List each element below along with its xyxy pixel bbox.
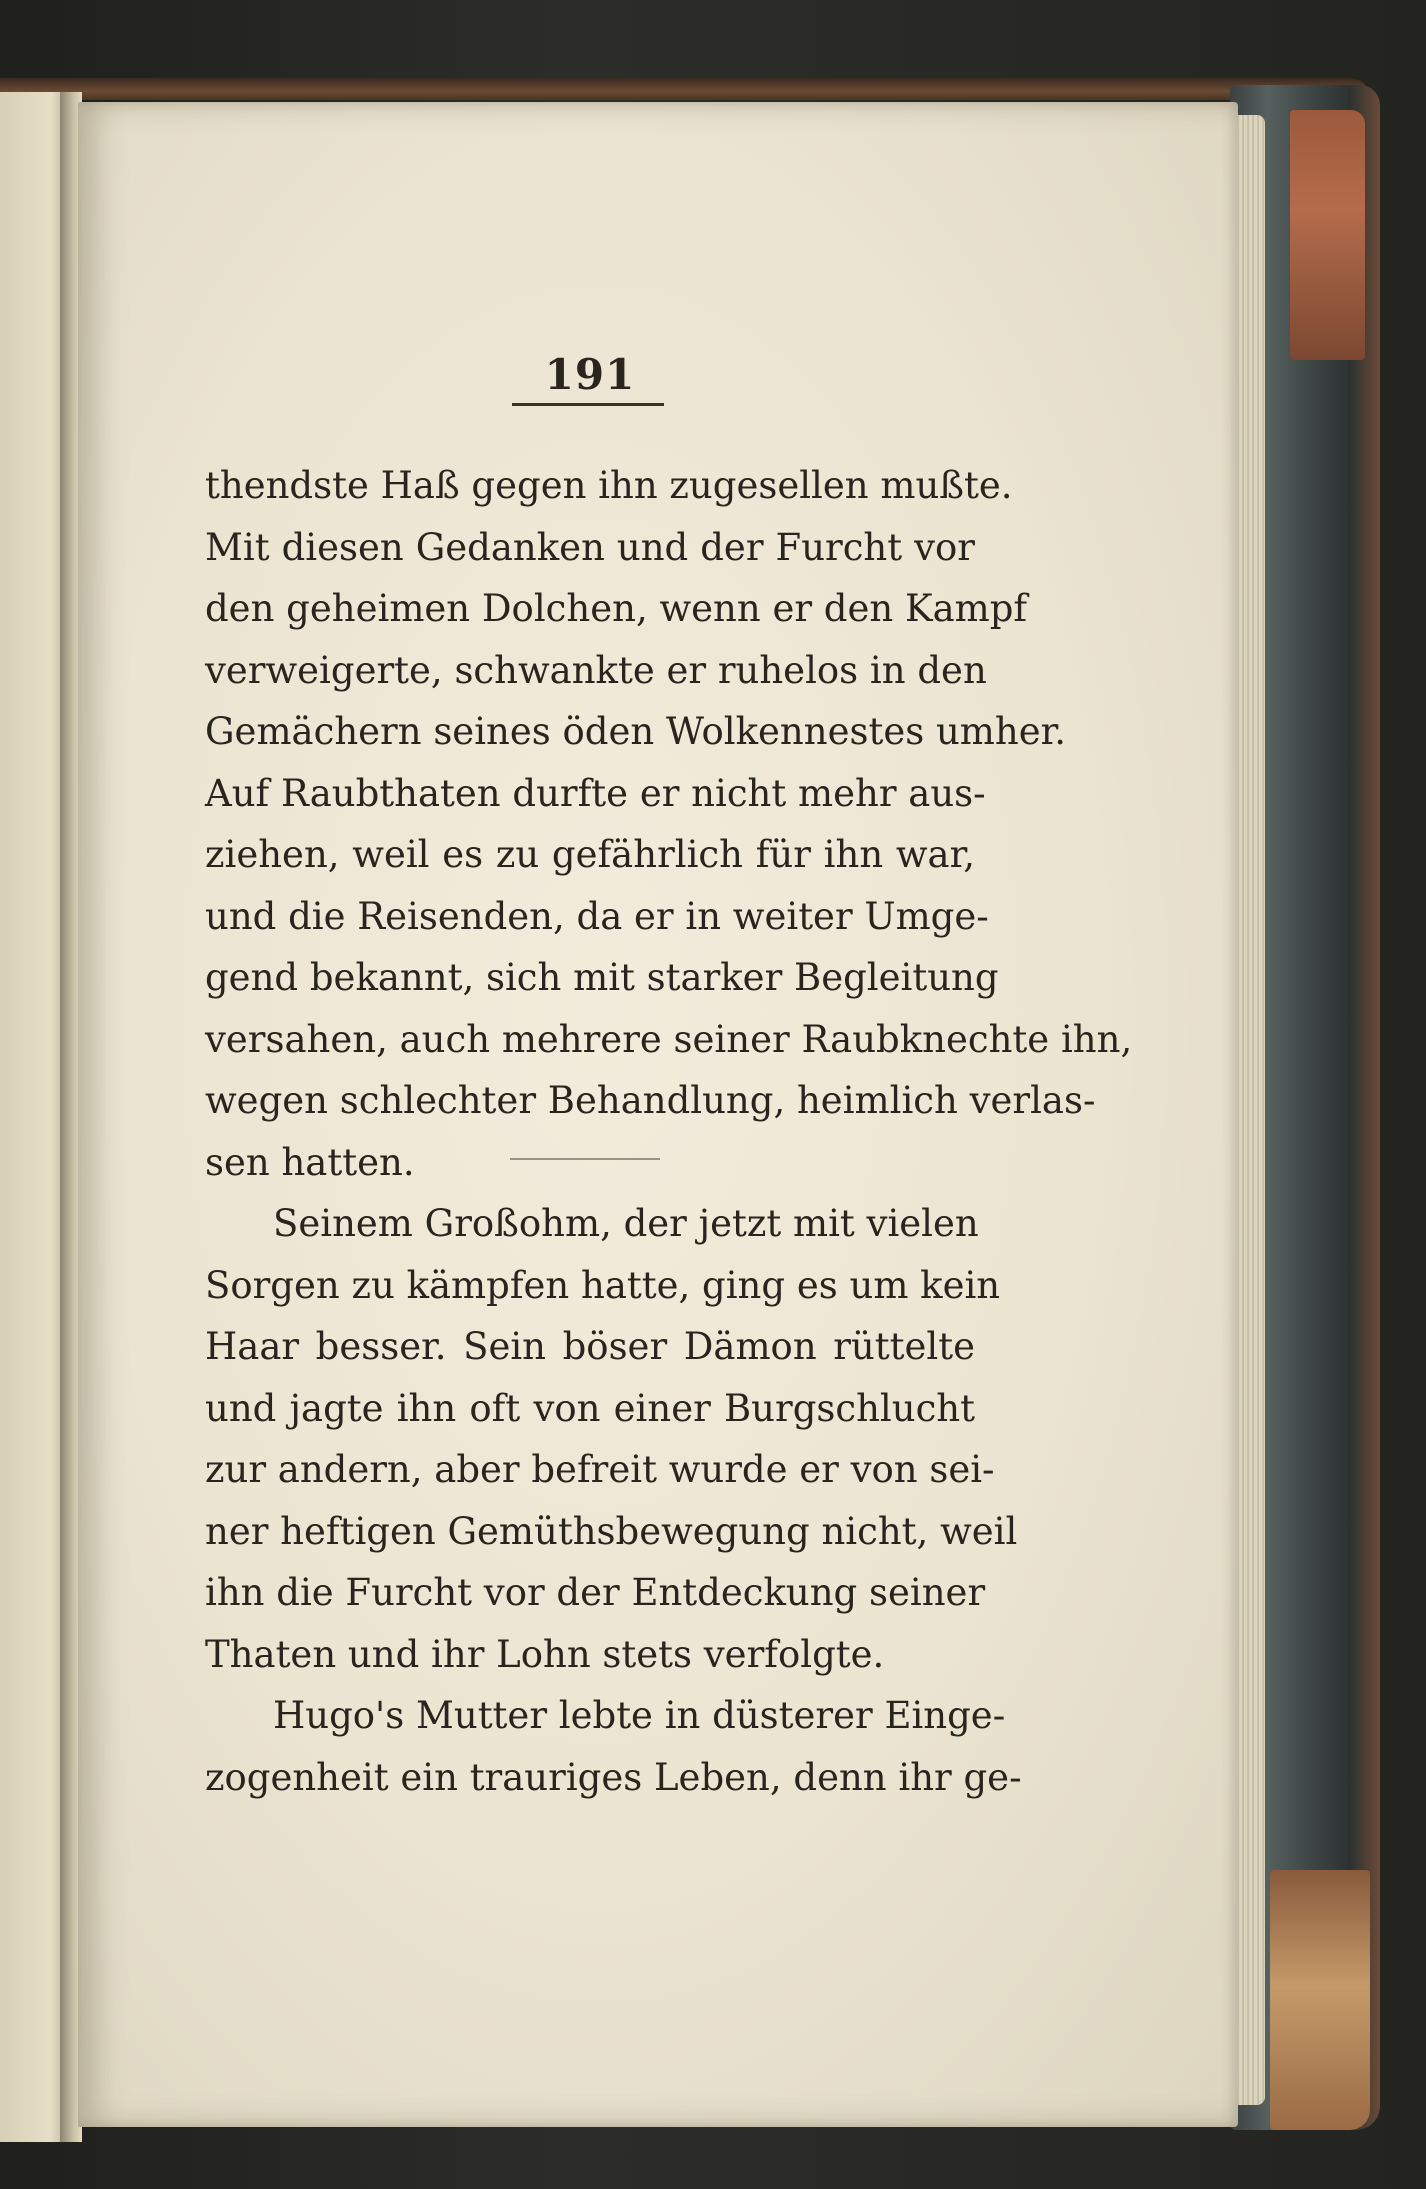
body-text: [205, 455, 1133, 1808]
text-line: Seinem Großohm, der jetzt mit vielen: [273, 1202, 979, 1245]
text-line: thendste Haß gegen ihn zugesellen mußte.: [205, 464, 1013, 507]
text-line: verweigerte, schwankte er ruhelos in den: [205, 648, 987, 692]
text-line: Thaten und ihr Lohn stets verfolgte.: [205, 1632, 885, 1676]
page-number: 191: [544, 350, 636, 399]
text-line: sen hatten.: [205, 1140, 415, 1184]
text-line: ihn die Furcht vor der Entdeckung seiner: [205, 1571, 986, 1614]
cover-leather-corner-top: [1290, 110, 1365, 360]
text-line: gend bekannt, sich mit starker Begleitung: [205, 956, 999, 999]
text-line: und jagte ihn oft von einer Burgschlucht: [205, 1386, 975, 1430]
text-line: zur andern, aber befreit wurde er von sei-: [205, 1448, 995, 1491]
text-line: wegen schlechter Behandlung, heimlich verlas-: [205, 1079, 1096, 1122]
text-line: versahen, auch mehrere seiner Raubknechte ihn,: [205, 1017, 1133, 1061]
text-line: Sorgen zu kämpfen hatte, ging es um kein: [205, 1263, 1001, 1307]
text-line: zogenheit ein trauriges Leben, denn ihr ge-: [205, 1755, 1022, 1799]
book-cover-top-edge: [0, 78, 1370, 100]
page-number-rule: [512, 403, 664, 406]
text-line: Gemächern seines öden Wolkennestes umher.: [205, 710, 1066, 753]
text-line: den geheimen Dolchen, wenn er den Kampf: [205, 587, 1028, 630]
text-line: Hugo's Mutter lebte in düsterer Einge-: [273, 1694, 1006, 1737]
text-line: ner heftigen Gemüthsbewegung nicht, weil: [205, 1509, 1018, 1553]
text-line: Auf Raubthaten durfte er nicht mehr aus-: [205, 771, 986, 815]
text-line: Mit diesen Gedanken und der Furcht vor: [205, 525, 975, 569]
text-line: und die Reisenden, da er in weiter Umge-: [205, 894, 989, 938]
cover-leather-corner-bottom: [1270, 1870, 1370, 2130]
text-line: ziehen, weil es zu gefährlich für ihn war,: [205, 833, 975, 876]
text-line: Haar besser. Sein böser Dämon rüttelte: [205, 1325, 975, 1368]
